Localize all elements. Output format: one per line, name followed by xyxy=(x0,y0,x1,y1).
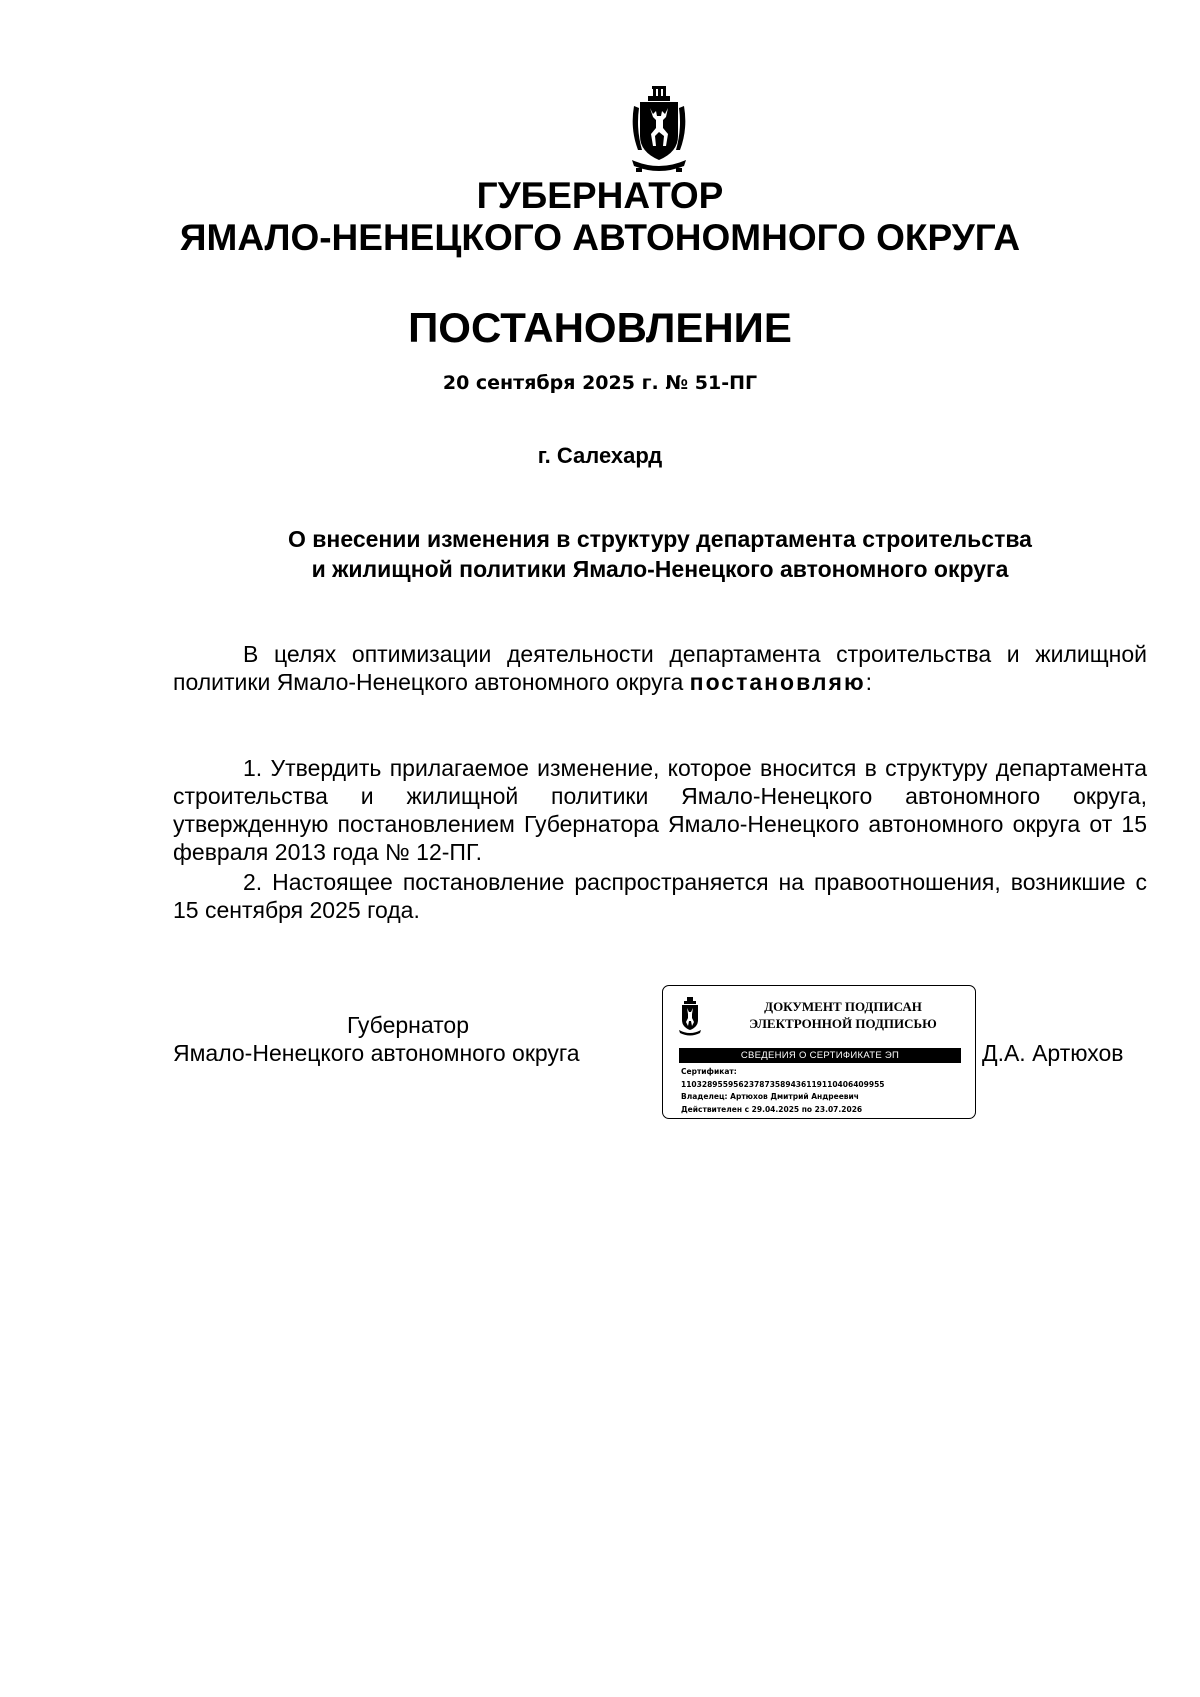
stamp-heading-line1: ДОКУМЕНТ ПОДПИСАН xyxy=(764,999,922,1014)
stamp-heading xyxy=(723,998,963,1032)
stamp-heading-line2: ЭЛЕКТРОННОЙ ПОДПИСЬЮ xyxy=(749,1016,937,1031)
electronic-signature-stamp xyxy=(662,985,976,1119)
certificate-label: Сертификат: xyxy=(681,1067,737,1076)
coat-of-arms-icon xyxy=(628,84,690,174)
list-item-2: 2. Настоящее постановление распространяется на правоотношения, возникшие с 15 сентября 2025 года. xyxy=(173,869,1147,923)
issuer-region: ЯМАЛО-НЕНЕЦКОГО АВТОНОМНОГО ОКРУГА xyxy=(179,217,1021,258)
issuer-title: ГУБЕРНАТОР xyxy=(476,175,724,216)
certificate-validity: Действителен с 29.04.2025 по 23.07.2026 xyxy=(681,1104,863,1114)
signatory-position xyxy=(173,1011,643,1067)
decree-word: постановляю xyxy=(689,669,866,695)
stamp-emblem-icon xyxy=(677,996,703,1036)
signatory-position-line1: Губернатор xyxy=(346,1012,470,1038)
preamble-paragraph xyxy=(173,640,1147,696)
preamble-text: В целях оптимизации деятельности департамента строительства и жилищной политики Ямало-Ненецкого автономного округа xyxy=(173,641,1147,695)
document-title-line1: О внесении изменения в структуру департамента строительства xyxy=(288,526,1032,552)
document-date-number: 20 сентября 2025 г. № 51-ПГ xyxy=(442,372,758,394)
certificate-info-bar: СВЕДЕНИЯ О СЕРТИФИКАТЕ ЭП xyxy=(679,1048,961,1063)
document-city: г. Салехард xyxy=(537,443,663,468)
certificate-details xyxy=(681,1066,965,1116)
document-title xyxy=(160,524,1160,584)
list-item-1: 1. Утвердить прилагаемое изменение, которое вносится в структуру департамента строительства и жилищной политики Ямало-Ненецкого автономного округа, утвержденную постановлением Губернатора Ямало-Ненецкого автономного округа от 15 февраля 2013 года № 12-ПГ. xyxy=(173,755,1147,865)
signatory-name: Д.А. Артюхов xyxy=(982,1040,1124,1066)
certificate-owner: Владелец: Артюхов Дмитрий Андреевич xyxy=(681,1092,859,1101)
document-title-line2: и жилищной политики Ямало-Ненецкого автономного округа xyxy=(311,556,1009,582)
signatory-position-line2: Ямало-Ненецкого автономного округа xyxy=(173,1040,580,1066)
decree-colon: : xyxy=(865,669,872,695)
certificate-number: 110328955956237873589436119110406409955 xyxy=(681,1079,885,1089)
document-type: ПОСТАНОВЛЕНИЕ xyxy=(408,304,792,351)
